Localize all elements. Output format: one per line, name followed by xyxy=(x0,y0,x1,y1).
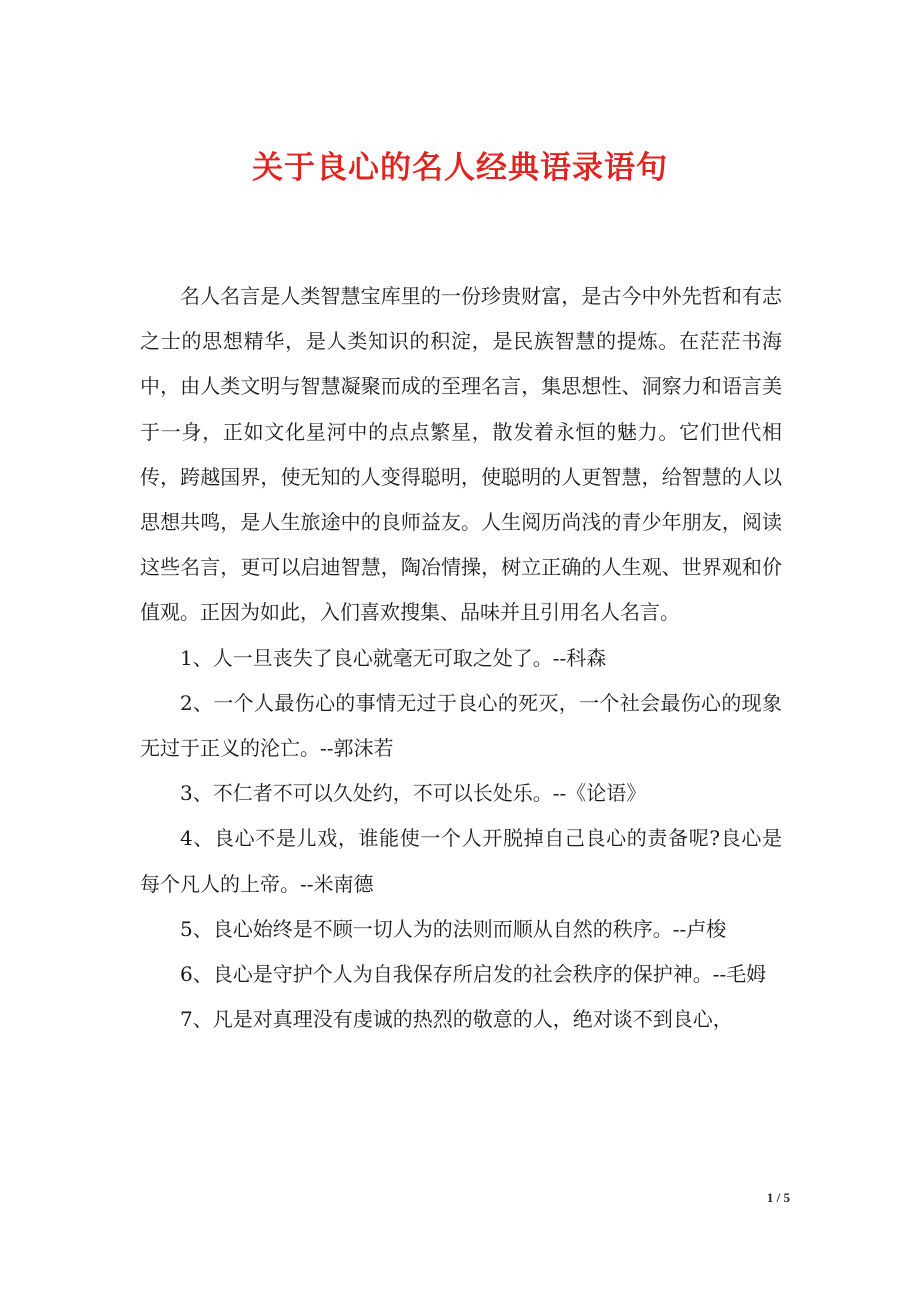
document-body xyxy=(140,274,782,1042)
quote-item: 1、人一旦丧失了良心就毫无可取之处了。--科森 xyxy=(180,645,607,670)
page-indicator: 1 / 5 xyxy=(766,1190,790,1205)
document-title: 关于良心的名人经典语录语句 xyxy=(252,150,668,186)
quote-item: 4、良心不是儿戏，谁能使一个人开脱掉自己良心的责备呢?良心是每个凡人的上帝。--米南德 xyxy=(140,826,782,896)
quote-item: 7、凡是对真理没有虔诚的热烈的敬意的人，绝对谈不到良心， xyxy=(180,1007,733,1032)
quote-item: 2、一个人最伤心的事情无过于良心的死灭，一个社会最伤心的现象无过于正义的沦亡。--郭沫若 xyxy=(140,690,782,761)
quote-item: 5、良心始终是不顾一切人为的法则而顺从自然的秩序。--卢梭 xyxy=(180,916,727,941)
quote-item: 3、不仁者不可以久处约，不可以长处乐。--《论语》 xyxy=(180,781,647,806)
quote-item: 6、良心是守护个人为自我保存所启发的社会秩序的保护神。--毛姆 xyxy=(180,962,767,987)
intro-paragraph: 名人名言是人类智慧宝库里的一份珍贵财富，是古今中外先哲和有志之士的思想精华，是人类知识的积淀，是民族智慧的提炼。在茫茫书海中，由人类文明与智慧凝聚而成的至理名言，集思想性、洞察力和语言美于一身，正如文化星河中的点点繁星，散发着永恒的魅力。它们世代相传，跨越国界，使无知的人变得聪明，使聪明的人更智慧，给智慧的人以思想共鸣，是人生旅途中的良师益友。人生阅历尚浅的青少年朋友，阅读这些名言，更可以启迪智慧，陶冶情操，树立正确的人生观、世界观和价值观。正因为如此，入们喜欢搜集、品味并且引用名人名言。 xyxy=(140,284,782,625)
